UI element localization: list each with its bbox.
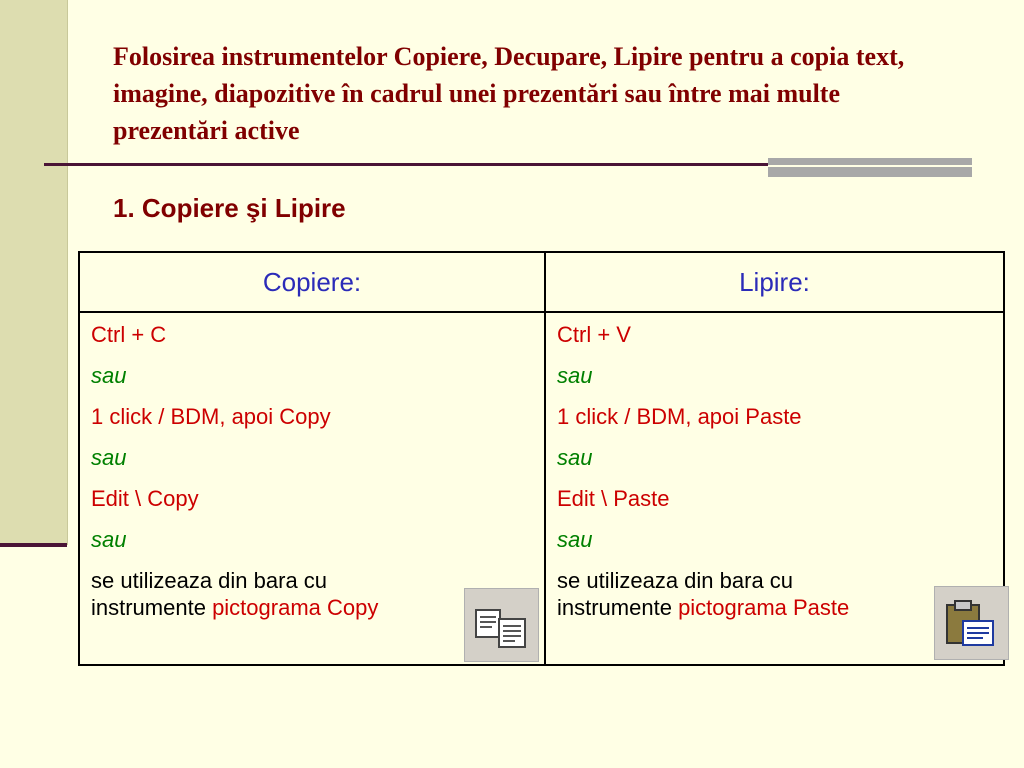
title-rule-accent [768,158,972,177]
copy-paste-table [78,251,1005,666]
paste-toolbar-line1: se utilizeaza din bara cu [557,568,794,593]
copy-icon-label: pictograma Copy [212,595,379,620]
copy-click: 1 click / BDM, apoi Copy [91,404,331,429]
copy-cell [79,312,545,665]
table-row [79,312,1004,665]
paste-cell [545,312,1004,665]
paste-toolbar-text [557,567,993,621]
paste-icon[interactable] [934,586,1009,660]
paste-icon-label: pictograma Paste [678,595,850,620]
copy-or-1: sau [91,363,127,388]
copy-toolbar-line2: instrumente [91,595,213,620]
header-paste: Lipire: [545,252,1004,312]
paste-or-2: sau [557,445,593,470]
sidebar-accent-line [0,543,67,547]
paste-or-1: sau [557,363,593,388]
paste-shortcut: Ctrl + V [557,322,631,347]
copy-or-2: sau [91,445,127,470]
copy-or-3: sau [91,527,127,552]
paste-toolbar-line2: instrumente [557,595,679,620]
paste-click: 1 click / BDM, apoi Paste [557,404,802,429]
slide-title: Folosirea instrumentelor Copiere, Decupare, Lipire pentru a copia text, imagine, diapozitive în cadrul unei prezentări sau între mai multe prezentări active [113,42,905,145]
copy-toolbar-line1: se utilizeaza din bara cu [91,568,328,593]
header-copy: Copiere: [79,252,545,312]
copy-icon[interactable] [464,588,539,662]
copy-menu: Edit \ Copy [91,486,199,511]
table-header-row [79,252,1004,312]
paste-menu: Edit \ Paste [557,486,670,511]
title-rule [44,163,770,166]
paste-or-3: sau [557,527,593,552]
copy-shortcut: Ctrl + C [91,322,167,347]
left-sidebar [0,0,68,545]
slide-subtitle: 1. Copiere şi Lipire [113,193,346,223]
